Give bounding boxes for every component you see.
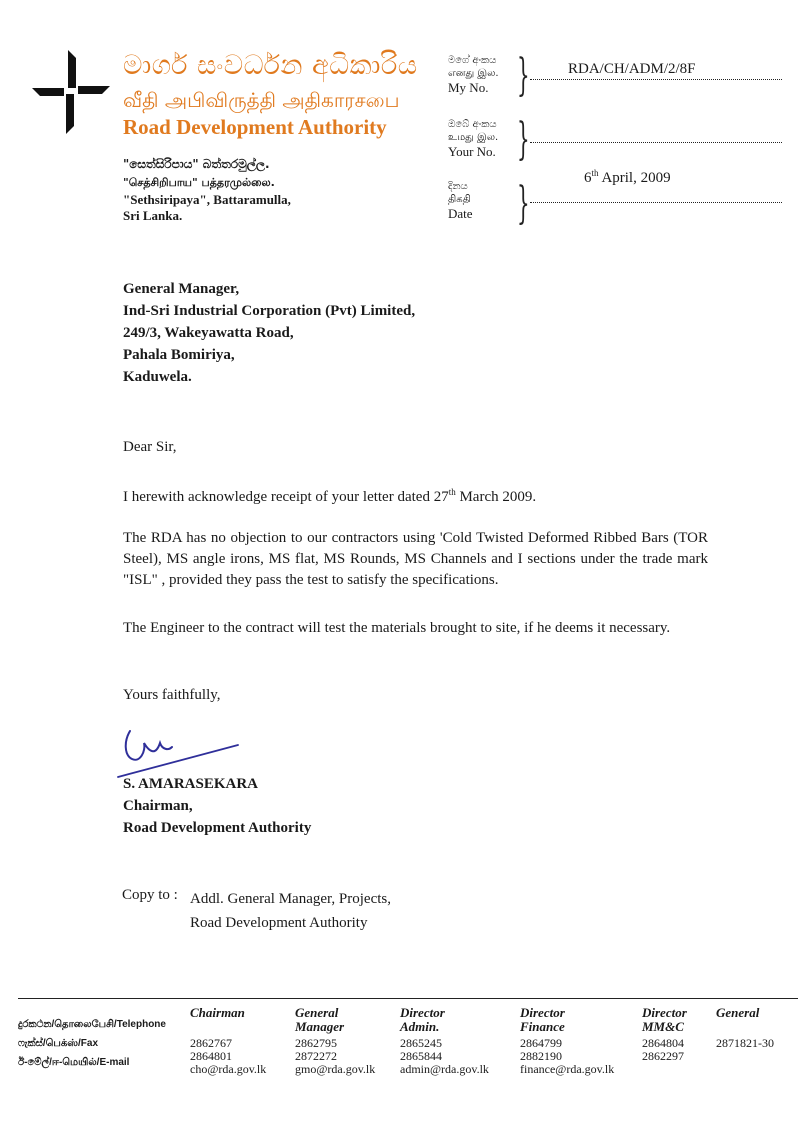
copy-to-label: Copy to : [122,887,178,903]
your-no-label: ඔබේ අංකය உமது இல. Your No. [448,119,499,159]
email-label: ඊ-මේල්/ஈ-மெயில்/E-mail [18,1057,130,1068]
org-name-tamil: வீதி அபிவிருத்தி அதிகாரசபை [123,88,400,112]
your-no-brace: } [517,114,530,165]
fax-label: ෆැක්ස්/பெக்ஸ்/Fax [18,1038,99,1049]
signer-organization: Road Development Authority [123,820,312,836]
my-no-label: මගේ අංකය எனது இல. My No. [448,55,499,95]
footer-column-general-manager: General Manager 2862795 2872272 gmo@rda.gov.lk [295,1005,376,1076]
date-dotted-line [530,201,782,203]
footer-column-chairman: Chairman 2862767 2864801 cho@rda.gov.lk [190,1005,267,1076]
addressee-line: Kaduwela. [123,369,192,385]
addressee-line: Pahala Bomiriya, [123,347,235,363]
org-name-sinhala: මාර්ග සංවර්ධන අධිකාරිය [123,50,418,81]
footer-column-director-admin: Director Admin. 2865245 2865844 admin@rda.gov.lk [400,1005,489,1076]
handwritten-signature [116,725,246,780]
date-value: 6th April, 2009 [584,168,671,186]
address-tamil: "செத்சிறிபாய" பத்தரமுல்லை. [123,176,275,189]
your-no-dotted-line [530,141,782,143]
paragraph-no-objection: The RDA has no objection to our contractors using 'Cold Twisted Deformed Ribbed Bars (TOR Steel), MS angle irons, MS flat, MS Rounds, MS Channels and I sections under the trade mark "ISL" , provided they pass the test to satisfy the specifications. [123,530,708,588]
footer-column-director-finance: Director Finance 2864799 2882190 finance@rda.gov.lk [520,1005,615,1076]
my-no-brace: } [517,50,530,101]
footer-column-director-mmc: Director MM&C 2864804 2862297 [642,1005,687,1063]
paragraph-engineer-test: The Engineer to the contract will test the materials brought to site, if he deems it necessary. [123,620,671,636]
salutation: Dear Sir, [123,439,177,455]
copy-to-recipient: Addl. General Manager, Projects, Road Development Authority [190,891,391,931]
paragraph-acknowledgement: I herewith acknowledge receipt of your letter dated 27th March 2009. [123,487,537,505]
org-name-english: Road Development Authority [123,115,387,139]
telephone-label: දුරකථන/தொலைபேசி/Telephone [18,1019,166,1030]
rda-logo [30,48,112,136]
date-label: දිනය திகதி Date [448,181,473,221]
addressee-block [123,278,415,388]
addressee-line: 249/3, Wakeyawatta Road, [123,325,294,341]
footer-column-general: General 2871821-30 [716,1005,774,1050]
signer-name: S. AMARASEKARA [123,776,259,792]
signer-title: Chairman, [123,798,193,814]
address-sinhala: "සෙත්සිරිපාය" බත්තරමුල්ල. [123,157,270,171]
address-english-line1: "Sethsiripaya", Battaramulla, [123,192,291,207]
my-no-value: RDA/CH/ADM/2/8F [568,61,696,77]
date-brace: } [517,178,530,229]
footer-divider [18,998,798,999]
addressee-line: Ind-Sri Industrial Corporation (Pvt) Limited, [123,303,416,319]
addressee-line: General Manager, [123,281,240,297]
closing: Yours faithfully, [123,687,221,703]
address-english-line2: Sri Lanka. [123,208,183,223]
my-no-dotted-line [530,78,782,80]
